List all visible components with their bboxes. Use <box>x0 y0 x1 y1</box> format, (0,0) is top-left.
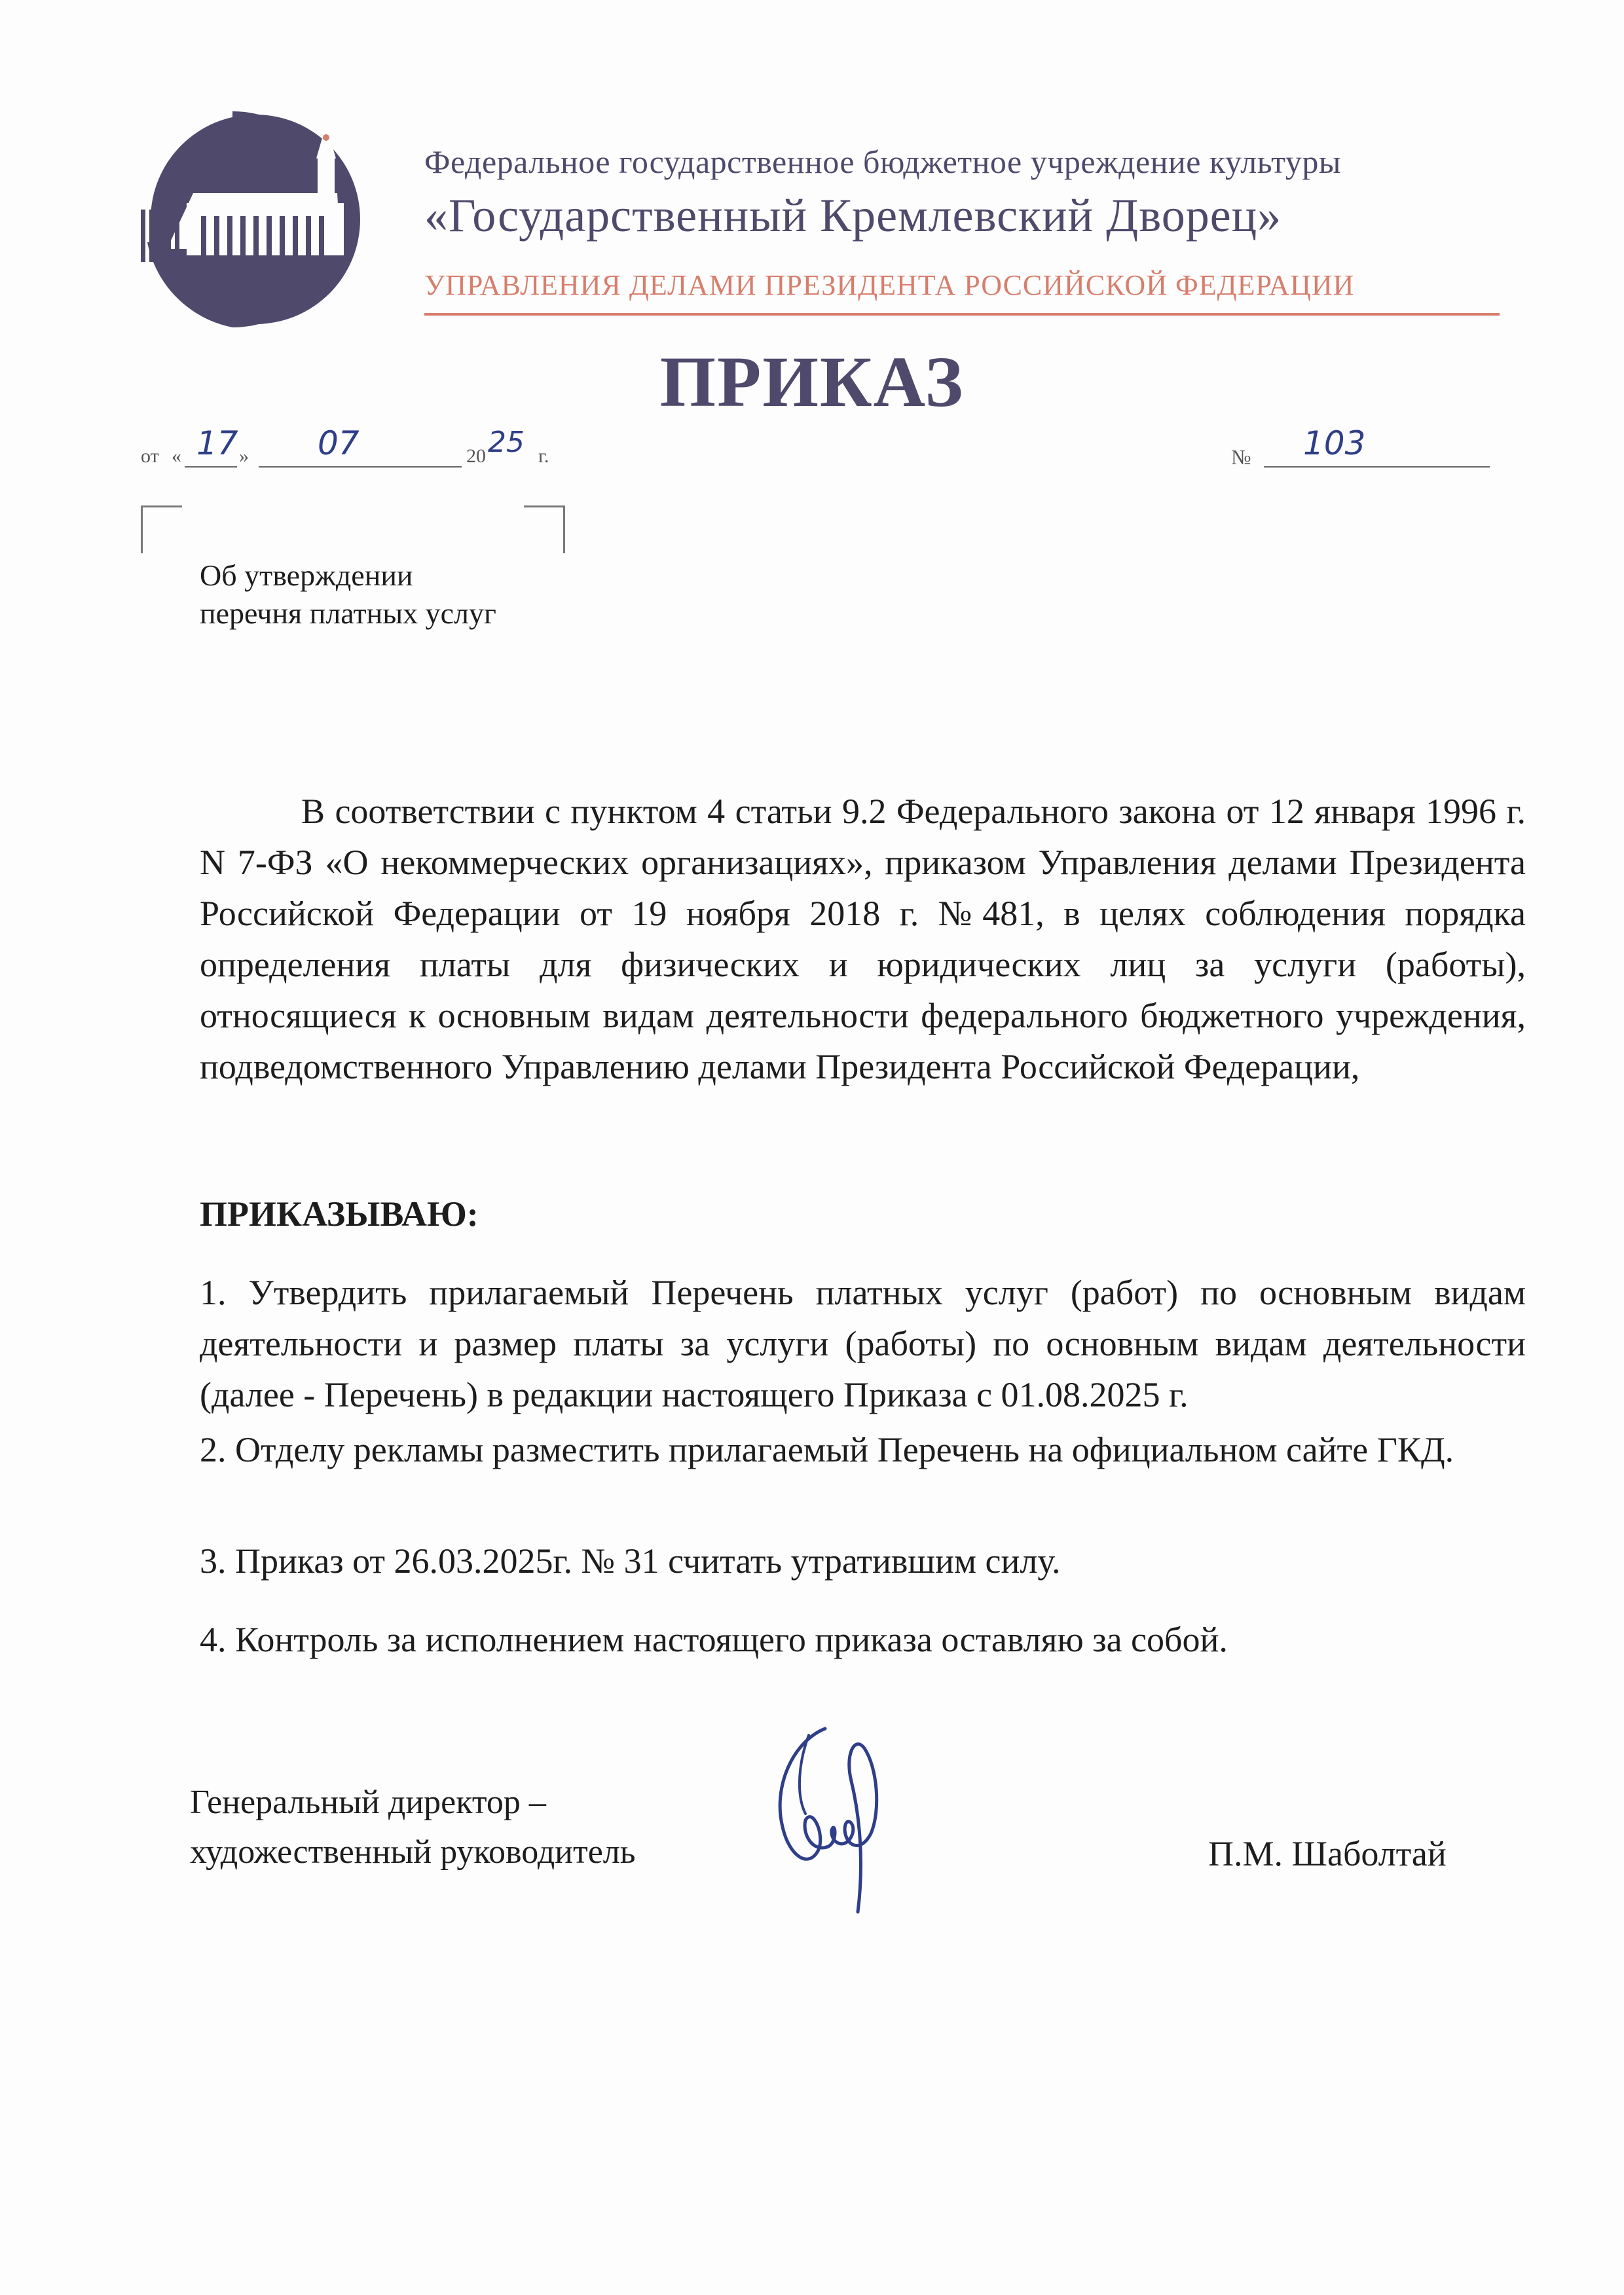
subject <box>200 557 496 633</box>
date-month: 07 <box>318 424 360 462</box>
date-year-suffix: 25 <box>488 426 525 459</box>
date-year-prefix: 20 <box>466 445 486 467</box>
number-label: № <box>1231 445 1251 469</box>
institution-subordination: УПРАВЛЕНИЯ ДЕЛАМИ ПРЕЗИДЕНТА РОССИЙСКОЙ ФЕДЕРАЦИИ <box>424 269 1355 301</box>
document-title: ПРИКАЗ <box>659 342 965 422</box>
date-day-underline <box>185 466 237 468</box>
kremlin-palace-logo-icon <box>141 111 396 327</box>
bracket-top-right <box>524 505 565 553</box>
date-open-quote: « <box>172 445 181 467</box>
signatory-position-line-1: Генеральный директор – <box>190 1784 546 1821</box>
signatory-position <box>190 1778 635 1877</box>
signatory-name: П.М. Шаболтай <box>1208 1834 1447 1873</box>
order-word: ПРИКАЗЫВАЮ: <box>200 1194 479 1234</box>
order-item-4: 4. Контроль за исполнением настоящего приказа оставляю за собой. <box>200 1620 1228 1659</box>
date-close-quote: » <box>239 445 249 467</box>
bracket-top-left <box>141 505 182 553</box>
preamble-paragraph: В соответствии с пунктом 4 статьи 9.2 Федерального закона от 12 января 1996 г. N 7-ФЗ «О некоммерческих организациях», приказом Управления делами Президента Российской Федерации от 19 ноября 2018 г. №481, в целях соблюдения порядка определения платы для физических и юридических лиц за услуги (работы), относящиеся к основным видам деятельности федерального бюджетного учреждения, подведомственного Управлению делами Президента Российской Федерации, <box>200 792 1526 1086</box>
subject-line-2: перечня платных услуг <box>200 597 496 630</box>
date-prefix: от <box>141 445 159 467</box>
date-month-underline <box>259 466 462 468</box>
institution-type: Федеральное государственное бюджетное учреждение культуры <box>424 143 1341 180</box>
date-day: 17 <box>196 424 238 462</box>
order-item-1: 1. Утвердить прилагаемый Перечень платных услуг (работ) по основным видам деятельности и размер платы за услуги (работы) по основным видам деятельности (далее - Перечень) в редакции настоящего Приказа с 01.08.2025 г. <box>200 1273 1526 1414</box>
document-number-underline <box>1264 466 1490 468</box>
institution-name: «Государственный Кремлевский Дворец» <box>424 189 1282 242</box>
date-year-end: г. <box>538 445 549 467</box>
signatory-position-line-2: художественный руководитель <box>190 1833 636 1871</box>
order-item-2: 2. Отделу рекламы разместить прилагаемый Перечень на официальном сайте ГКД. <box>200 1430 1454 1469</box>
handwritten-signature-icon <box>747 1716 904 1919</box>
document-number: 103 <box>1303 424 1366 462</box>
subject-line-1: Об утверждении <box>200 559 413 592</box>
header-divider <box>424 313 1500 316</box>
order-item-3: 3. Приказ от 26.03.2025г. № 31 считать утратившим силу. <box>200 1541 1061 1581</box>
